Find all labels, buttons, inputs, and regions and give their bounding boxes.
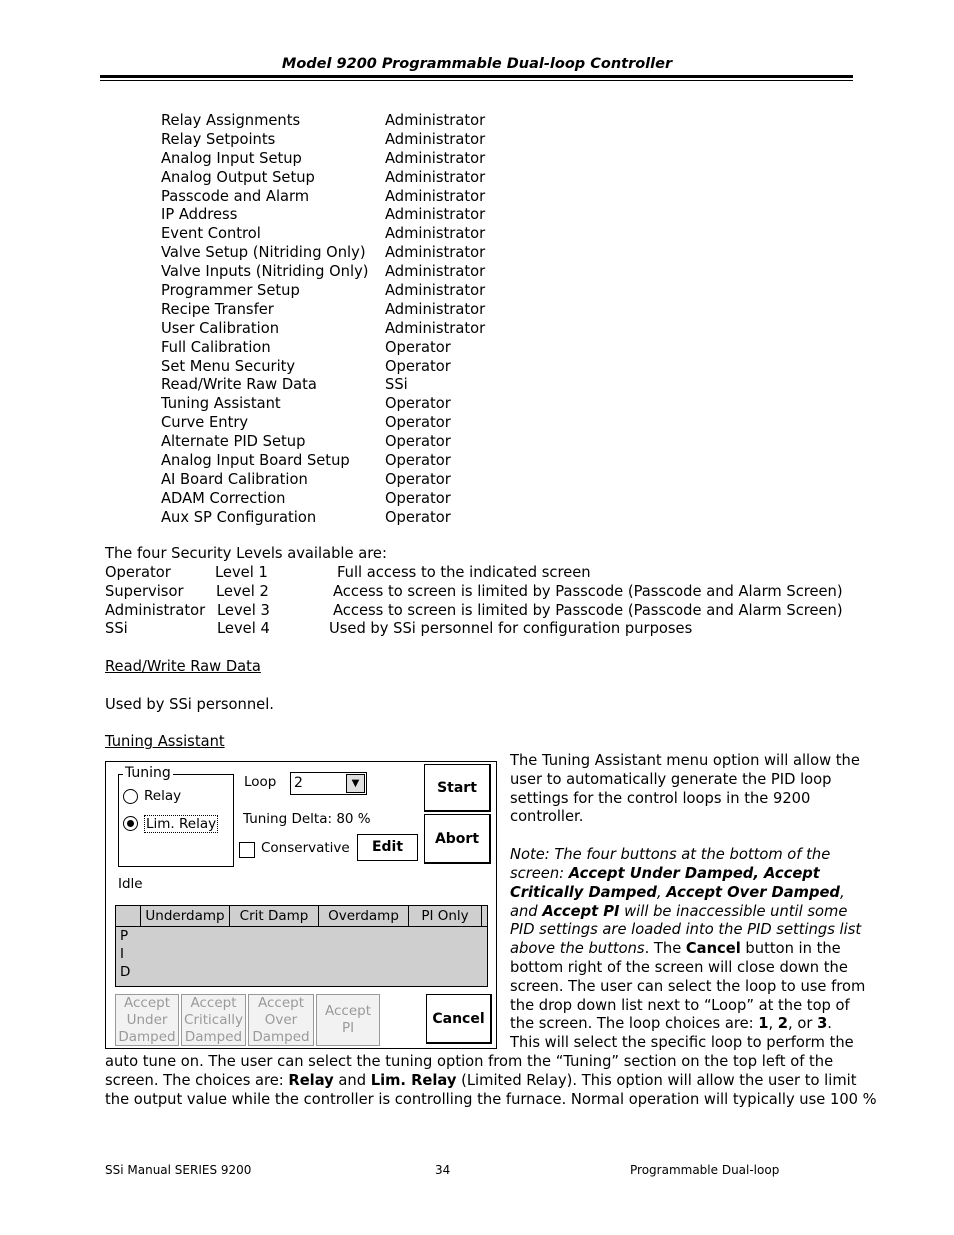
note-l6d: button in the	[740, 940, 841, 957]
note-line-10	[510, 1015, 832, 1034]
menu-name: Event Control	[161, 225, 261, 243]
bottom-l2e: (Limited Relay). This option will allow the user to limit	[456, 1072, 857, 1089]
accept-over-damped-button[interactable]	[248, 994, 314, 1046]
security-level-level: Level 3	[217, 602, 270, 619]
accept-under-line3: Damped	[118, 1029, 176, 1045]
right-text-4: controller.	[510, 808, 584, 825]
menu-security-level: Administrator	[385, 244, 486, 262]
lim-relay-radio[interactable]	[123, 816, 138, 831]
menu-security-level: Administrator	[385, 130, 486, 148]
note-line-5: PID settings are loaded into the PID settings list	[510, 921, 862, 938]
note-l3d: ,	[839, 884, 845, 901]
right-text-1: The Tuning Assistant menu option will allow the	[510, 752, 860, 769]
bottom-l2c: and	[333, 1072, 371, 1089]
edit-button[interactable]: Edit	[357, 834, 418, 861]
note-l6c: Cancel	[685, 940, 741, 957]
status-text: Idle	[118, 876, 143, 892]
menu-security-level: Administrator	[385, 225, 486, 243]
menu-name: Aux SP Configuration	[161, 508, 317, 526]
menu-name: Tuning Assistant	[161, 395, 281, 413]
note-l6b: . The	[644, 940, 686, 957]
note-l10f: 3	[817, 1015, 828, 1032]
menu-name: Curve Entry	[161, 414, 249, 432]
note-l10g: .	[827, 1015, 832, 1032]
menu-security-level: Operator	[385, 508, 451, 526]
row-p-label: P	[120, 928, 129, 944]
accept-over-line1: Accept	[257, 995, 304, 1011]
security-level-name: Administrator	[105, 602, 206, 619]
tuning-delta-label: Tuning Delta: 80 %	[243, 811, 371, 827]
security-level-desc: Access to screen is limited by Passcode (Passcode and Alarm Screen)	[333, 583, 843, 600]
menu-name: Read/Write Raw Data	[161, 376, 317, 394]
menu-security-level: Administrator	[385, 206, 486, 224]
menu-security-level: Administrator	[385, 300, 486, 318]
menu-name: IP Address	[161, 206, 238, 224]
menu-name: Analog Input Setup	[161, 149, 302, 167]
conservative-label: Conservative	[261, 840, 350, 856]
page-header-title: Model 9200 Programmable Dual-loop Controller	[281, 56, 673, 72]
relay-radio[interactable]	[123, 789, 138, 804]
menu-name: Analog Input Board Setup	[161, 452, 350, 470]
note-line-4	[510, 903, 847, 922]
rw-heading: Read/Write Raw Data	[105, 658, 261, 675]
accept-over-line2: Over	[264, 1012, 298, 1028]
security-level-level: Level 2	[216, 583, 269, 600]
bottom-l2b: Relay	[288, 1072, 334, 1089]
menu-name: Relay Setpoints	[161, 130, 276, 148]
col-pi-only: PI Only	[409, 906, 482, 926]
security-level-level: Level 1	[215, 564, 268, 581]
row-i-label: I	[120, 946, 124, 962]
footer-page-number: 34	[435, 1163, 451, 1177]
accept-crit-line3: Damped	[184, 1029, 243, 1045]
security-level-name: SSi	[105, 620, 128, 637]
footer-left: SSi Manual SERIES 9200	[105, 1163, 252, 1177]
note-l3c: Accept Over Damped	[666, 884, 840, 901]
loop-select-value: 2	[294, 775, 303, 791]
note-l10b: 1	[758, 1015, 769, 1032]
menu-name: Recipe Transfer	[161, 300, 274, 318]
start-button[interactable]: Start	[424, 764, 491, 812]
menu-security-level: Operator	[385, 395, 451, 413]
menu-name: Relay Assignments	[161, 112, 301, 129]
security-level-level: Level 4	[217, 620, 270, 637]
menu-security-level: Operator	[385, 470, 451, 488]
accept-critically-damped-button[interactable]	[181, 994, 246, 1046]
menu-security-level: Administrator	[385, 168, 486, 186]
menu-security-level: Operator	[385, 357, 451, 375]
note-l6a: above the buttons	[510, 940, 645, 957]
footer-right: Programmable Dual-loop	[630, 1163, 780, 1177]
accept-over-line3: Damped	[252, 1029, 310, 1045]
menu-security-level: SSi	[385, 376, 408, 394]
menu-security-level: Operator	[385, 414, 451, 432]
accept-pi-button[interactable]	[316, 994, 380, 1046]
accept-pi-line2: PI	[341, 1020, 355, 1036]
menu-name: Valve Setup (Nitriding Only)	[161, 244, 366, 262]
note-l4b: Accept PI	[542, 903, 620, 920]
security-level-desc: Used by SSi personnel for configuration purposes	[329, 620, 693, 637]
relay-radio-label: Relay	[144, 788, 182, 804]
note-line-8: screen. The user can select the loop to use from	[510, 978, 866, 995]
menu-name: Alternate PID Setup	[161, 433, 306, 451]
accept-pi-line1: Accept	[324, 1003, 371, 1019]
note-l10d: 2	[777, 1015, 789, 1032]
bottom-l2a: screen. The choices are:	[105, 1072, 289, 1089]
menu-security-level: Administrator	[385, 263, 486, 281]
right-text-3: settings for the control loops in the 9200	[510, 790, 811, 807]
pid-grid-header	[115, 905, 488, 927]
loop-label: Loop	[244, 774, 277, 790]
menu-security-level: Operator	[385, 452, 451, 470]
menu-name: Programmer Setup	[161, 282, 300, 300]
conservative-checkbox[interactable]	[239, 842, 255, 858]
note-l4c: will be inaccessible until some	[619, 903, 848, 920]
menu-security-level: Operator	[385, 433, 451, 451]
note-l3a: Critically Damped	[510, 884, 657, 901]
security-level-name: Operator	[105, 564, 171, 581]
menu-security-level: Administrator	[385, 187, 486, 205]
menu-security-level: Operator	[385, 338, 451, 356]
note-line-6	[510, 940, 841, 959]
lim-relay-radio-label: Lim. Relay	[146, 816, 217, 832]
accept-under-line1: Accept	[123, 995, 170, 1011]
header-rule-thin	[100, 80, 853, 81]
security-level-desc: Access to screen is limited by Passcode (Passcode and Alarm Screen)	[333, 602, 843, 619]
header-rule	[100, 75, 853, 78]
col-crit-damp: Crit Damp	[230, 906, 319, 926]
accept-under-line2: Under	[126, 1012, 168, 1028]
note-l10a: the screen. The loop choices are:	[510, 1015, 759, 1032]
note-l10e: , or	[788, 1015, 818, 1032]
bottom-line-2	[105, 1072, 856, 1091]
note-l2b: Accept Under Damped, Accept	[568, 865, 820, 882]
rw-text: Used by SSi personnel.	[105, 696, 274, 713]
note-line-9: the drop down list next to “Loop” at the top of	[510, 997, 850, 1014]
note-line-1: Note: The four buttons at the bottom of the	[510, 846, 831, 863]
bottom-line-3: the output value while the controller is controlling the furnace. Normal operation will typically use 100 %	[105, 1091, 877, 1108]
accept-under-damped-button[interactable]	[115, 994, 179, 1046]
note-line-7: bottom right of the screen will close down the	[510, 959, 848, 976]
grid-corner	[116, 906, 141, 926]
menu-security-level: Administrator	[385, 319, 486, 337]
note-line-2	[510, 865, 820, 884]
menu-security-level: Administrator	[385, 112, 486, 129]
tuning-assistant-screenshot	[105, 761, 497, 1049]
note-line-3	[510, 884, 845, 903]
levels-intro: The four Security Levels available are:	[105, 545, 387, 562]
pid-grid-body	[115, 927, 488, 987]
note-l2a: screen:	[510, 865, 569, 882]
col-underdamp: Underdamp	[141, 906, 230, 926]
menu-name: Full Calibration	[161, 338, 271, 356]
bottom-line-1: auto tune on. The user can select the tuning option from the “Tuning” section on the top left of the	[105, 1053, 834, 1070]
note-l4a: and	[510, 903, 543, 920]
chevron-down-icon[interactable]: ▼	[346, 774, 365, 793]
menu-security-level: Administrator	[385, 282, 486, 300]
col-overdamp: Overdamp	[319, 906, 409, 926]
accept-crit-line1: Accept	[190, 995, 237, 1011]
accept-crit-line2: Critically	[184, 1012, 243, 1028]
tuning-heading: Tuning Assistant	[105, 733, 225, 750]
menu-name: Set Menu Security	[161, 357, 296, 375]
note-l10c: ,	[768, 1015, 778, 1032]
menu-security-level: Administrator	[385, 149, 486, 167]
menu-name: Analog Output Setup	[161, 168, 315, 186]
security-level-desc: Full access to the indicated screen	[337, 564, 591, 581]
menu-security-level: Operator	[385, 489, 451, 507]
note-l3b: ,	[656, 884, 667, 901]
note-line-11: This will select the specific loop to perform the	[510, 1034, 854, 1051]
loop-select[interactable]	[290, 772, 367, 795]
right-text-2: user to automatically generate the PID loop	[510, 771, 832, 788]
menu-name: Passcode and Alarm	[161, 187, 310, 205]
abort-button[interactable]: Abort	[424, 814, 491, 864]
row-d-label: D	[120, 964, 131, 980]
menu-name: AI Board Calibration	[161, 470, 308, 488]
menu-name: User Calibration	[161, 319, 280, 337]
tuning-group-title: Tuning	[125, 765, 171, 781]
menu-name: Valve Inputs (Nitriding Only)	[161, 263, 369, 281]
cancel-button[interactable]: Cancel	[426, 994, 492, 1044]
security-level-name: Supervisor	[105, 583, 184, 600]
menu-name: ADAM Correction	[161, 489, 286, 507]
bottom-l2d: Lim. Relay	[370, 1072, 457, 1089]
